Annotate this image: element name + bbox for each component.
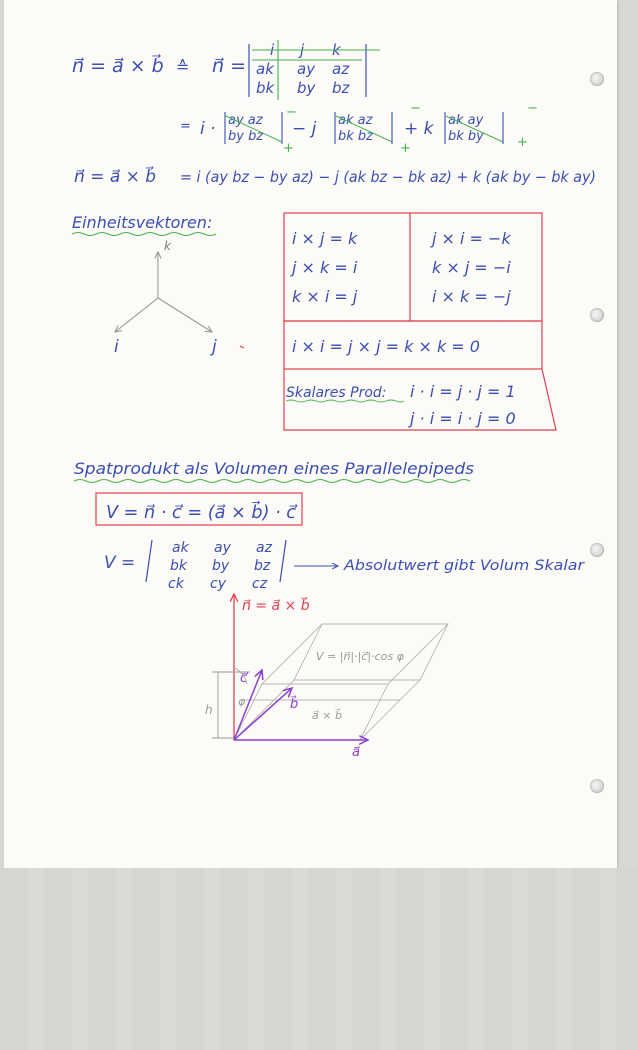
sign-plus-2: + xyxy=(400,141,411,156)
sign-plus-3: + xyxy=(517,135,528,150)
matrix-r2c3: az xyxy=(332,60,350,78)
table-right-2: k × j = −i xyxy=(432,258,511,277)
matrix-r1c1: i xyxy=(270,41,275,59)
vector-b-label: b⃗ xyxy=(290,697,299,712)
det-j-top: ak az xyxy=(338,113,373,128)
vmatrix-r3c1: ck xyxy=(168,576,184,592)
axis-i-label: i xyxy=(114,337,119,357)
volume-v-label: V = xyxy=(104,553,136,573)
det-k-bottom: bk by xyxy=(448,129,484,144)
table-left-3: k × i = j xyxy=(292,287,358,306)
volume-formula: V = n⃗ · c⃗ = (a⃗ × b⃗) · c⃗ xyxy=(106,502,300,523)
cross-lhs: n⃗ = a⃗ × b⃗ xyxy=(72,55,164,77)
table-right-3: i × k = −j xyxy=(432,287,511,306)
vector-c-label: c⃗ xyxy=(240,671,248,686)
vmatrix-r2c1: bk xyxy=(170,558,187,574)
heading-spat-underline xyxy=(74,480,470,483)
det-j-bottom: bk bz xyxy=(338,129,373,144)
table-left-2: j × k = i xyxy=(292,258,358,277)
matrix-r3c1: bk xyxy=(256,79,275,97)
absolute-value-note: Absolutwert gibt Volum Skalar xyxy=(342,558,586,574)
result-rhs: = i (ay bz − by az) − j (ak bz − bk az) + k (ak by − bk ay) xyxy=(180,168,596,186)
vmatrix-r2c3: bz xyxy=(254,558,271,574)
cross-correspond: ≙ xyxy=(176,57,190,76)
sign-minus-2: − xyxy=(410,101,421,116)
volume-annotation: V = |n⃗|·|c⃗|·cos φ xyxy=(316,650,404,663)
result-lhs: n⃗ = a⃗ × b⃗ xyxy=(74,167,157,187)
heading-einheitsvektoren: Einheitsvektoren: xyxy=(72,213,213,232)
expansion-plus-k: + k xyxy=(404,119,434,139)
sign-minus-3: − xyxy=(527,101,538,116)
vector-a-label: a⃗ xyxy=(352,745,360,760)
matrix-r3c3: bz xyxy=(332,79,350,97)
heading-underline xyxy=(72,233,216,236)
expansion-minus-j: − j xyxy=(292,119,317,139)
scalar-product-label: Skalares Prod: xyxy=(286,385,387,401)
sign-minus-1: − xyxy=(286,105,297,120)
det-i-top: ay az xyxy=(228,113,263,128)
vmatrix-r3c2: cy xyxy=(210,576,226,592)
normal-vector-label: n⃗ = a⃗ × b⃗ xyxy=(242,598,310,614)
vmatrix-r2c2: by xyxy=(212,558,230,574)
table-self-product: i × i = j × j = k × k = 0 xyxy=(292,337,480,356)
scalar-product-2: j · i = i · j = 0 xyxy=(410,409,516,428)
vmatrix-r1c2: ay xyxy=(214,540,231,556)
expansion-eq: = xyxy=(180,119,191,134)
matrix-r1c3: k xyxy=(332,41,341,59)
matrix-r2c1: ak xyxy=(256,60,274,78)
expansion-term-i: i · xyxy=(200,119,216,139)
table-left-1: i × j = k xyxy=(292,229,358,248)
sign-plus-1: + xyxy=(283,141,294,156)
matrix-r1c2: j xyxy=(300,41,305,59)
axb-label: a⃗ × b⃗ xyxy=(312,709,342,722)
axis-k-label: k xyxy=(164,239,171,253)
axes-diagram xyxy=(115,252,212,332)
axis-j-label: j xyxy=(212,337,217,357)
matrix-r2c2: ay xyxy=(297,60,316,78)
scalar-product-1: i · i = j · j = 1 xyxy=(410,382,516,401)
height-label: h xyxy=(205,703,213,717)
det-k-top: ak ay xyxy=(448,113,484,128)
vmatrix-r1c1: ak xyxy=(172,540,189,556)
parallelepiped-diagram xyxy=(205,594,448,760)
vmatrix-r1c3: az xyxy=(256,540,272,556)
table-right-1: j × i = −k xyxy=(432,229,511,248)
heading-spatprodukt: Spatprodukt als Volumen eines Parallelepipeds xyxy=(74,459,474,478)
matrix-r3c2: by xyxy=(297,79,316,97)
vmatrix-r3c3: cz xyxy=(252,576,268,592)
det-i-bottom: by bz xyxy=(228,129,264,144)
cross-n-eq: n⃗ = xyxy=(212,55,247,77)
angle-phi-label: φ xyxy=(238,695,246,708)
